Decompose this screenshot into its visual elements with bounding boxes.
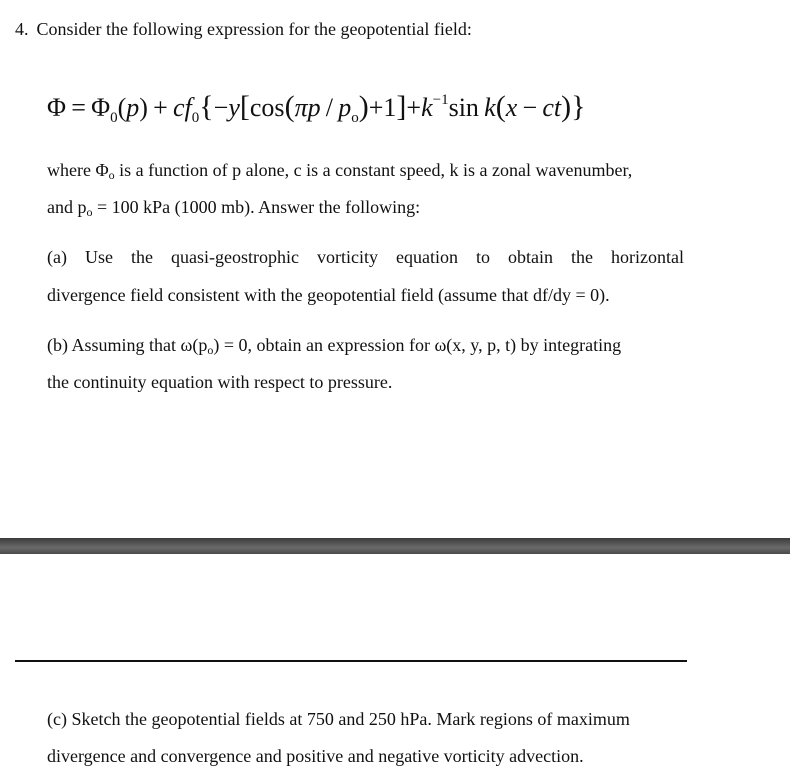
part-b-line-1-start: (b) Assuming that ω(p: [47, 335, 208, 355]
where-line-2: [47, 196, 420, 223]
question-header: [15, 18, 472, 40]
where-line-2-end: = 100 kPa (1000 mb). Answer the following:: [92, 197, 421, 217]
part-b-line-2: the continuity equation with respect to pressure.: [47, 372, 393, 392]
geopotential-equation: $\Phi = \Phi_0(p) + cf_0\{-y[\cos(\pi p / p_o)+1]+k^{-1}\sin$ k(x − ct)}: [47, 90, 586, 126]
question-number: 4.: [15, 19, 29, 39]
part-a-line-1: (a) Use the quasi-geostrophic vorticity equation to obtain the horizontal: [47, 247, 684, 267]
part-a-line-2: divergence field consistent with the geopotential field (assume that df/dy = 0).: [47, 285, 610, 305]
part-c-line-1: (c) Sketch the geopotential fields at 750 and 250 hPa. Mark regions of maximum: [47, 709, 630, 729]
page-break-bar: [0, 538, 790, 554]
part-b-line-1-end: ) = 0, obtain an expression for ω(x, y, p, t) by integrating: [213, 335, 622, 355]
part-b-line-1: [47, 334, 621, 361]
part-b-line-1-subscript: o: [207, 343, 214, 357]
where-line-1-subscript: o: [108, 168, 115, 182]
where-line-2-subscript: o: [86, 205, 93, 219]
where-line-1-end: is a function of p alone, c is a constant speed, k is a zonal wavenumber,: [114, 160, 633, 180]
where-line-1-start: where Φ: [47, 160, 109, 180]
question-prompt: Consider the following expression for the geopotential field:: [36, 19, 472, 39]
part-c-line-2: divergence and convergence and positive and negative vorticity advection.: [47, 746, 584, 766]
where-line-2-start: and p: [47, 197, 87, 217]
horizontal-rule: [15, 660, 687, 662]
where-line-1: [47, 159, 632, 186]
